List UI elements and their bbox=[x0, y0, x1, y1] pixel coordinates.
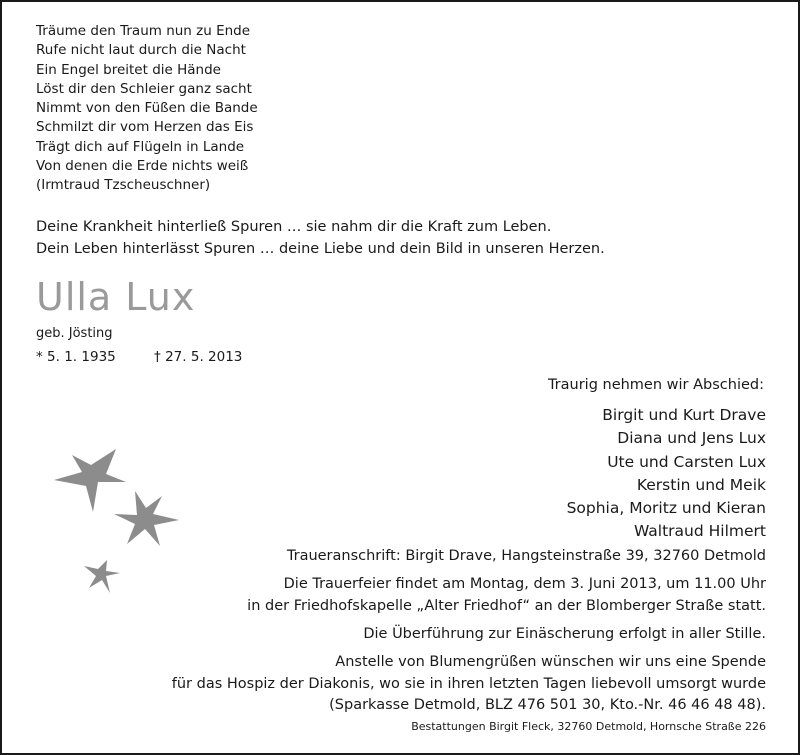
poem-line: Trägt dich auf Flügeln in Lande bbox=[36, 138, 245, 155]
mourner-name: Sophia, Moritz und Kieran bbox=[566, 499, 766, 518]
birth-name: geb. Jösting bbox=[36, 326, 113, 341]
poem-line: Ein Engel breitet die Hände bbox=[36, 61, 221, 78]
death-date: † 27. 5. 2013 bbox=[154, 349, 243, 365]
poem bbox=[36, 22, 258, 196]
donation-line-1: Anstelle von Blumengrüßen wünschen wir uns eine Spende bbox=[335, 654, 766, 670]
farewell-intro: Traurig nehmen wir Abschied: bbox=[547, 377, 764, 393]
small-star-icon bbox=[84, 560, 120, 593]
transfer-line: Die Überführung zur Einäscherung erfolgt in aller Stille. bbox=[363, 626, 766, 642]
ceremony-line-1: Die Trauerfeier findet am Montag, dem 3. Juni 2013, um 11.00 Uhr bbox=[283, 576, 766, 592]
mourner-name: Diana und Jens Lux bbox=[617, 429, 766, 448]
large-star-icon bbox=[54, 449, 126, 512]
donation-line-2: für das Hospiz der Diakonis, wo sie in ihren letzten Tagen liebevoll umsorgt wurde bbox=[171, 675, 766, 692]
transfer-notice bbox=[363, 624, 766, 646]
address-line: Traueranschrift: Birgit Drave, Hangsteinstraße 39, 32760 Detmold bbox=[286, 548, 766, 564]
undertaker-footer: Bestattungen Birgit Fleck, 32760 Detmold, Hornsche Straße 226 bbox=[411, 720, 766, 733]
donation-notice bbox=[172, 652, 766, 717]
stars-decoration bbox=[42, 442, 202, 602]
mourning-address bbox=[287, 546, 766, 568]
mourners-list bbox=[567, 404, 766, 544]
mourner-name: Kerstin und Meik bbox=[636, 475, 766, 494]
ceremony-line-2: in der Friedhofskapelle „Alter Friedhof“ an der Blomberger Straße statt. bbox=[247, 597, 766, 614]
poem-line: Schmilzt dir vom Herzen das Eis bbox=[36, 119, 254, 136]
quote-line-2: Dein Leben hinterlässt Spuren … deine Liebe und dein Bild in unseren Herzen. bbox=[36, 241, 605, 257]
mourner-name: Waltraud Hilmert bbox=[633, 522, 766, 541]
poem-line: Von denen die Erde nichts weiß bbox=[36, 158, 249, 175]
poem-line: Rufe nicht laut durch die Nacht bbox=[36, 42, 246, 59]
mourner-name: Birgit und Kurt Drave bbox=[602, 406, 766, 424]
poem-line: Löst dir den Schleier ganz sacht bbox=[36, 80, 252, 97]
life-dates bbox=[36, 347, 242, 367]
memorial-quote bbox=[36, 216, 605, 260]
poem-line: Nimmt von den Füßen die Bande bbox=[36, 100, 258, 117]
mourner-name: Ute und Carsten Lux bbox=[607, 452, 766, 471]
medium-star-icon bbox=[114, 491, 179, 546]
deceased-name: Ulla Lux bbox=[36, 275, 196, 319]
poem-line: Träume den Traum nun zu Ende bbox=[36, 23, 251, 39]
poem-author: (Irmtraud Tzscheuschner) bbox=[36, 177, 211, 194]
quote-line-1: Deine Krankheit hinterließ Spuren … sie nahm dir die Kraft zum Leben. bbox=[36, 219, 552, 235]
birth-date: * 5. 1. 1935 bbox=[36, 349, 116, 365]
donation-line-3: (Sparkasse Detmold, BLZ 476 501 30, Kto.-Nr. 46 46 48 48). bbox=[329, 697, 766, 713]
funeral-ceremony-notice bbox=[247, 574, 766, 617]
